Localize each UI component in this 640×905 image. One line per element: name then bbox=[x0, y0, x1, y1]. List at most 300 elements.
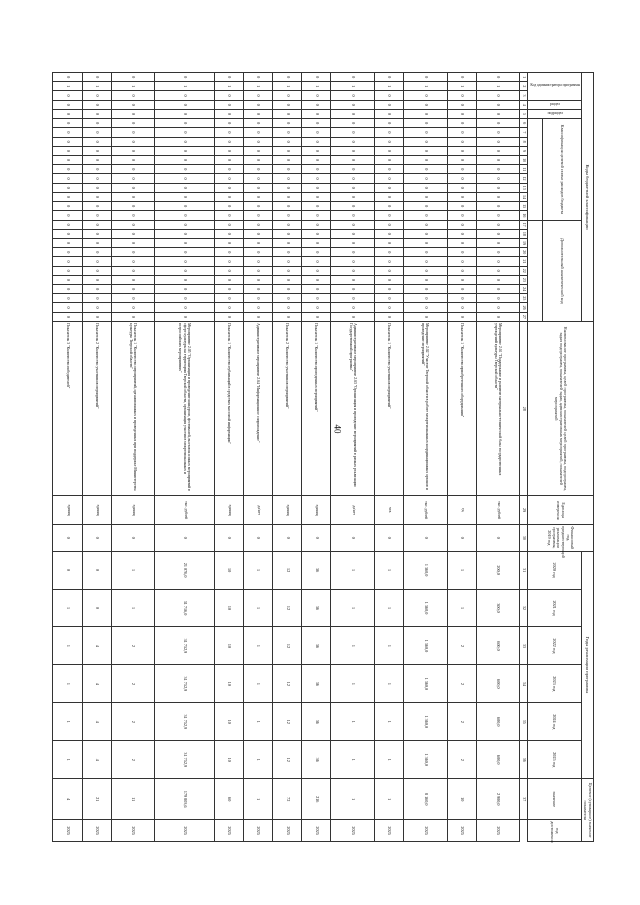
page-number: 40 bbox=[332, 424, 343, 434]
code-cell: 0 bbox=[374, 174, 403, 183]
code-cell: 1 bbox=[214, 82, 243, 91]
code-cell: 0 bbox=[214, 73, 243, 82]
code-cell: 0 bbox=[476, 183, 519, 192]
code-cell: 0 bbox=[111, 119, 154, 128]
target-year-header: год достижения bbox=[527, 820, 581, 842]
code-cell: 0 bbox=[243, 312, 272, 321]
code-cell: 0 bbox=[155, 192, 214, 201]
code-cell: 0 bbox=[155, 285, 214, 294]
year-value-cell: 1 bbox=[243, 551, 272, 589]
year-2023-header: 2023 год bbox=[527, 665, 581, 703]
code-cell: 0 bbox=[214, 220, 243, 229]
year-value-cell: 1 bbox=[331, 665, 374, 703]
unit-cell: единиц bbox=[111, 496, 154, 525]
code-cell: 0 bbox=[476, 174, 519, 183]
code-cell: 0 bbox=[302, 294, 331, 303]
code-cell: 0 bbox=[302, 303, 331, 312]
code-cell: 0 bbox=[155, 257, 214, 266]
code-cell: 0 bbox=[476, 229, 519, 238]
code-cell: 0 bbox=[374, 155, 403, 164]
year-2022-header: 2022 год bbox=[527, 627, 581, 665]
code-cell: 0 bbox=[214, 109, 243, 118]
target-year-cell: 2025 bbox=[111, 820, 154, 842]
unit-cell: да/нет bbox=[331, 496, 374, 525]
code-cell: 0 bbox=[155, 109, 214, 118]
code-cell: 0 bbox=[243, 275, 272, 284]
code-cell: 0 bbox=[476, 202, 519, 211]
target-year-cell: 2025 bbox=[214, 820, 243, 842]
unit-cell: тыс. рублей bbox=[404, 496, 447, 525]
column-number-cell: 29 bbox=[520, 496, 527, 525]
code-cell: 0 bbox=[53, 220, 82, 229]
target-value-cell: 4 bbox=[53, 779, 82, 820]
unit-cell: да/нет bbox=[243, 496, 272, 525]
section-header: раздел bbox=[527, 100, 581, 109]
code-cell: 0 bbox=[111, 303, 154, 312]
code-cell: 0 bbox=[331, 146, 374, 155]
code-cell: 0 bbox=[476, 275, 519, 284]
code-cell: 1 bbox=[404, 82, 447, 91]
code-cell: 0 bbox=[214, 128, 243, 137]
code-cell: 0 bbox=[214, 229, 243, 238]
code-cell: 0 bbox=[273, 220, 302, 229]
code-cell: 0 bbox=[243, 294, 272, 303]
code-cell: 0 bbox=[374, 202, 403, 211]
code-cell: 0 bbox=[374, 73, 403, 82]
code-cell: 0 bbox=[273, 165, 302, 174]
code-cell: 0 bbox=[476, 146, 519, 155]
document-scan bbox=[65, 72, 594, 843]
code-cell: 0 bbox=[374, 165, 403, 174]
year-value-cell: 36 bbox=[302, 589, 331, 627]
code-cell: 1 bbox=[302, 82, 331, 91]
code-cell: 0 bbox=[447, 266, 476, 275]
code-cell: 0 bbox=[476, 91, 519, 100]
code-cell: 0 bbox=[476, 192, 519, 201]
target-year-cell: 2025 bbox=[273, 820, 302, 842]
year-value-cell: 36 bbox=[302, 551, 331, 589]
year-value-cell: 4 bbox=[82, 703, 111, 741]
code-cell: 0 bbox=[82, 165, 111, 174]
column-number-cell: 34 bbox=[520, 665, 527, 703]
table-row bbox=[82, 73, 111, 842]
code-cell: 0 bbox=[111, 155, 154, 164]
code-cell: 0 bbox=[82, 285, 111, 294]
code-cell: 0 bbox=[331, 202, 374, 211]
code-cell: 0 bbox=[302, 275, 331, 284]
year-value-cell: 1 bbox=[374, 589, 403, 627]
table-row bbox=[476, 73, 519, 842]
row-name-cell: Показатель 1 "Количество мероприятий, организованных и проведенных при поддержке Министерства культуры Тверской области" bbox=[111, 322, 154, 496]
code-cell: 0 bbox=[155, 183, 214, 192]
unit-cell: единиц bbox=[214, 496, 243, 525]
code-cell: 0 bbox=[447, 91, 476, 100]
code-cell: 0 bbox=[374, 257, 403, 266]
table-row bbox=[447, 73, 476, 842]
code-cell: 0 bbox=[273, 100, 302, 109]
year-value-cell: 1 bbox=[243, 627, 272, 665]
year-value-cell: 1 bbox=[243, 741, 272, 779]
table-row bbox=[214, 73, 243, 842]
code-cell: 0 bbox=[53, 183, 82, 192]
code-cell: 0 bbox=[302, 100, 331, 109]
code-cell: 0 bbox=[243, 128, 272, 137]
code-cell: 0 bbox=[273, 91, 302, 100]
code-cell: 0 bbox=[302, 183, 331, 192]
code-cell: 0 bbox=[82, 303, 111, 312]
code-cell: 0 bbox=[111, 211, 154, 220]
row-name-cell: Административное мероприятие 2.03 "Организация и проведение мероприятий в рамках реализации Государственной программы" bbox=[331, 322, 374, 496]
code-cell: 0 bbox=[155, 229, 214, 238]
code-cell: 1 bbox=[53, 82, 82, 91]
year-value-cell: 12 bbox=[273, 551, 302, 589]
row-name-cell: Показатель 1 "Количество публикаций в средствах массовой информации" bbox=[214, 322, 243, 496]
code-cell: 0 bbox=[476, 257, 519, 266]
fin-year-cell: 0 bbox=[214, 525, 243, 552]
code-cell: 0 bbox=[447, 229, 476, 238]
code-cell: 0 bbox=[82, 294, 111, 303]
code-cell: 0 bbox=[273, 146, 302, 155]
fin-year-cell: 0 bbox=[302, 525, 331, 552]
column-number-cell: 18 bbox=[520, 229, 527, 238]
subsection-header: подраздел bbox=[527, 109, 581, 118]
code-cell: 0 bbox=[53, 285, 82, 294]
year-value-cell: 12 bbox=[273, 741, 302, 779]
column-number-cell: 15 bbox=[520, 202, 527, 211]
code-cell: 0 bbox=[82, 109, 111, 118]
fin-year-cell: 0 bbox=[374, 525, 403, 552]
column-number-cell: 19 bbox=[520, 238, 527, 247]
code-cell: 0 bbox=[331, 220, 374, 229]
code-cell: 0 bbox=[331, 229, 374, 238]
code-cell: 0 bbox=[374, 211, 403, 220]
unit-cell: единиц bbox=[302, 496, 331, 525]
code-cell: 0 bbox=[447, 192, 476, 201]
code-cell: 0 bbox=[53, 100, 82, 109]
year-value-cell: 300,0 bbox=[476, 589, 519, 627]
fin-year-cell: 0 bbox=[243, 525, 272, 552]
code-cell: 0 bbox=[447, 257, 476, 266]
table-row bbox=[302, 73, 331, 842]
target-year-cell: 2025 bbox=[476, 820, 519, 842]
code-cell: 0 bbox=[243, 202, 272, 211]
year-value-cell: 0 bbox=[82, 551, 111, 589]
year-value-cell: 1 bbox=[374, 665, 403, 703]
code-cell: 0 bbox=[374, 238, 403, 247]
year-value-cell: 10 bbox=[214, 627, 243, 665]
code-cell: 0 bbox=[273, 183, 302, 192]
code-cell: 0 bbox=[111, 100, 154, 109]
row-name-cell: Показатель 1 "Количество участников мероприятий" bbox=[374, 322, 403, 496]
year-value-cell: 2 bbox=[447, 741, 476, 779]
code-cell: 0 bbox=[214, 174, 243, 183]
code-cell: 0 bbox=[447, 285, 476, 294]
code-cell: 0 bbox=[447, 294, 476, 303]
code-cell: 0 bbox=[404, 220, 447, 229]
unit-cell: единиц bbox=[273, 496, 302, 525]
code-cell: 0 bbox=[155, 128, 214, 137]
column-number-cell: 25 bbox=[520, 294, 527, 303]
code-cell: 0 bbox=[82, 257, 111, 266]
code-cell: 0 bbox=[273, 73, 302, 82]
code-cell: 0 bbox=[243, 220, 272, 229]
year-value-cell: 1 bbox=[243, 703, 272, 741]
code-cell: 0 bbox=[447, 100, 476, 109]
code-cell: 0 bbox=[214, 100, 243, 109]
code-cell: 0 bbox=[331, 275, 374, 284]
year-value-cell: 2 bbox=[111, 703, 154, 741]
year-value-cell: 31 716,0 bbox=[155, 589, 214, 627]
code-cell: 0 bbox=[53, 266, 82, 275]
target-year-cell: 2025 bbox=[243, 820, 272, 842]
fin-year-cell: 0 bbox=[273, 525, 302, 552]
code-cell: 0 bbox=[273, 202, 302, 211]
code-cell: 0 bbox=[404, 275, 447, 284]
column-number-cell: 2 bbox=[520, 82, 527, 91]
code-cell: 0 bbox=[155, 155, 214, 164]
row-name-cell: Показатель 3 "Количество победителей" bbox=[53, 322, 82, 496]
year-value-cell: 1 360,0 bbox=[404, 665, 447, 703]
column-number-cell: 35 bbox=[520, 703, 527, 741]
target-year-cell: 2025 bbox=[302, 820, 331, 842]
code-cell: 0 bbox=[404, 137, 447, 146]
code-cell: 0 bbox=[476, 128, 519, 137]
target-group-header: Целевое (суммарное) значение показателя bbox=[581, 779, 593, 842]
code-cell: 0 bbox=[302, 91, 331, 100]
code-cell: 0 bbox=[214, 294, 243, 303]
code-cell: 0 bbox=[53, 119, 82, 128]
code-cell: 0 bbox=[404, 312, 447, 321]
code-cell: 0 bbox=[111, 248, 154, 257]
code-cell: 0 bbox=[53, 312, 82, 321]
code-cell: 0 bbox=[404, 229, 447, 238]
code-cell: 0 bbox=[155, 137, 214, 146]
target-value-cell: 60 bbox=[214, 779, 243, 820]
target-year-cell: 2025 bbox=[331, 820, 374, 842]
code-cell: 0 bbox=[374, 146, 403, 155]
code-cell: 0 bbox=[155, 312, 214, 321]
column-number-cell: 28 bbox=[520, 322, 527, 496]
code-cell: 0 bbox=[82, 137, 111, 146]
year-value-cell: 1 bbox=[447, 589, 476, 627]
target-value-cell: 72 bbox=[273, 779, 302, 820]
code-cell: 0 bbox=[476, 294, 519, 303]
year-value-cell: 12 bbox=[273, 627, 302, 665]
code-cell: 0 bbox=[155, 238, 214, 247]
code-cell: 0 bbox=[111, 137, 154, 146]
target-value-header: значение bbox=[527, 779, 581, 820]
year-value-cell: 4 bbox=[82, 741, 111, 779]
code-cell: 0 bbox=[53, 192, 82, 201]
code-cell: 0 bbox=[273, 238, 302, 247]
code-cell: 0 bbox=[82, 312, 111, 321]
table-row bbox=[404, 73, 447, 842]
year-value-cell: 600,0 bbox=[476, 703, 519, 741]
code-cell: 0 bbox=[214, 91, 243, 100]
year-value-cell: 1 bbox=[111, 589, 154, 627]
year-value-cell: 1 bbox=[447, 551, 476, 589]
code-cell: 0 bbox=[331, 183, 374, 192]
program-table bbox=[52, 72, 594, 842]
column-number-cell: 8 bbox=[520, 137, 527, 146]
code-cell: 0 bbox=[111, 165, 154, 174]
code-cell: 0 bbox=[302, 146, 331, 155]
code-cell: 0 bbox=[331, 155, 374, 164]
code-cell: 0 bbox=[331, 248, 374, 257]
code-cell: 0 bbox=[331, 73, 374, 82]
code-cell: 0 bbox=[447, 248, 476, 257]
year-value-cell: 10 bbox=[214, 703, 243, 741]
code-cell: 0 bbox=[404, 155, 447, 164]
code-cell: 0 bbox=[302, 220, 331, 229]
code-cell: 0 bbox=[273, 192, 302, 201]
code-cell: 0 bbox=[273, 275, 302, 284]
code-cell: 0 bbox=[53, 211, 82, 220]
years-group-header: Годы реализации программы bbox=[581, 551, 593, 779]
year-value-cell: 1 bbox=[331, 589, 374, 627]
code-cell: 0 bbox=[243, 165, 272, 174]
year-value-cell: 31 752,9 bbox=[155, 703, 214, 741]
admin-code-header: Код администратора программы bbox=[527, 73, 581, 101]
year-value-cell: 1 bbox=[331, 703, 374, 741]
code-cell: 1 bbox=[111, 82, 154, 91]
code-cell: 0 bbox=[476, 165, 519, 174]
year-value-cell: 2 bbox=[111, 665, 154, 703]
name-column-header: Наименование программы, целей программы, показателей целей программы, подпрограмм, задач подпрограмм, показателей задач, административных мероприятий, показателей мероприятий bbox=[527, 322, 593, 496]
year-value-cell: 1 360,0 bbox=[404, 627, 447, 665]
fin-year-cell: 0 bbox=[82, 525, 111, 552]
target-value-cell: 11 bbox=[111, 779, 154, 820]
code-cell: 0 bbox=[302, 229, 331, 238]
code-cell: 0 bbox=[214, 257, 243, 266]
code-cell: 1 bbox=[331, 82, 374, 91]
target-year-cell: 2025 bbox=[447, 820, 476, 842]
code-cell: 0 bbox=[476, 312, 519, 321]
target-value-cell: 21 bbox=[82, 779, 111, 820]
year-value-cell: 1 360,0 bbox=[404, 551, 447, 589]
code-cell: 0 bbox=[111, 285, 154, 294]
code-cell: 0 bbox=[243, 266, 272, 275]
code-cell: 0 bbox=[447, 109, 476, 118]
code-cell: 0 bbox=[155, 303, 214, 312]
code-cell: 0 bbox=[302, 109, 331, 118]
code-cell: 0 bbox=[111, 257, 154, 266]
code-cell: 0 bbox=[214, 275, 243, 284]
code-cell: 0 bbox=[243, 100, 272, 109]
code-cell: 0 bbox=[331, 109, 374, 118]
year-value-cell: 600,0 bbox=[476, 741, 519, 779]
target-value-cell: 1 bbox=[243, 779, 272, 820]
code-cell: 0 bbox=[155, 146, 214, 155]
code-cell: 0 bbox=[374, 100, 403, 109]
code-cell: 0 bbox=[302, 248, 331, 257]
code-cell: 0 bbox=[243, 109, 272, 118]
code-cell: 0 bbox=[243, 229, 272, 238]
code-cell: 0 bbox=[155, 248, 214, 257]
year-2020-header: 2020 год bbox=[527, 551, 581, 589]
code-cell: 0 bbox=[404, 146, 447, 155]
code-cell: 0 bbox=[447, 155, 476, 164]
code-cell: 0 bbox=[447, 137, 476, 146]
year-value-cell: 2 bbox=[447, 627, 476, 665]
column-number-cell: 30 bbox=[520, 525, 527, 552]
code-cell: 0 bbox=[273, 303, 302, 312]
row-name-cell: Показатель 1 "Количество проведенных мероприятий" bbox=[302, 322, 331, 496]
table-row bbox=[155, 73, 214, 842]
code-cell: 0 bbox=[82, 174, 111, 183]
code-cell: 0 bbox=[82, 211, 111, 220]
code-cell: 0 bbox=[374, 248, 403, 257]
code-cell: 0 bbox=[82, 275, 111, 284]
row-name-cell: Мероприятие 2.05 "Организация и проведение конкурсов, фестивалей, выставок и иных мероприятий в сфере культуры на территории Тверской области, организация участия в межрегиональных и всероссийских мероприятиях" bbox=[155, 322, 214, 496]
code-cell: 0 bbox=[82, 73, 111, 82]
code-cell: 0 bbox=[53, 91, 82, 100]
code-cell: 0 bbox=[476, 155, 519, 164]
code-cell: 0 bbox=[155, 91, 214, 100]
code-cell: 1 bbox=[273, 82, 302, 91]
column-number-row bbox=[520, 73, 527, 842]
fin-year-cell: 0 bbox=[53, 525, 82, 552]
row-name-cell: Мероприятие 2.02 "Участие Тверской области в работе межрегиональных координационных органов и проведение мероприятий" bbox=[404, 322, 447, 496]
code-cell: 0 bbox=[404, 128, 447, 137]
code-cell: 0 bbox=[476, 266, 519, 275]
code-cell: 0 bbox=[155, 275, 214, 284]
code-cell: 0 bbox=[243, 119, 272, 128]
code-cell: 0 bbox=[302, 266, 331, 275]
code-cell: 0 bbox=[82, 146, 111, 155]
code-cell: 0 bbox=[447, 146, 476, 155]
code-cell: 0 bbox=[331, 119, 374, 128]
unit-cell: ед. bbox=[447, 496, 476, 525]
code-cell: 0 bbox=[331, 257, 374, 266]
code-cell: 0 bbox=[331, 174, 374, 183]
year-value-cell: 1 bbox=[53, 589, 82, 627]
code-cell: 0 bbox=[53, 257, 82, 266]
code-cell: 0 bbox=[155, 119, 214, 128]
code-cell: 0 bbox=[53, 238, 82, 247]
year-value-cell: 1 bbox=[331, 551, 374, 589]
code-cell: 0 bbox=[243, 211, 272, 220]
year-value-cell: 2 bbox=[111, 741, 154, 779]
row-name-cell: Мероприятие 2.01 "Поддержание и развитие материально-технической базы государственных учреждений культуры Тверской области" bbox=[476, 322, 519, 496]
column-number-cell: 24 bbox=[520, 285, 527, 294]
code-cell: 0 bbox=[476, 303, 519, 312]
code-cell: 0 bbox=[331, 100, 374, 109]
code-cell: 0 bbox=[447, 220, 476, 229]
year-value-cell: 1 bbox=[111, 551, 154, 589]
year-value-cell: 31 752,9 bbox=[155, 627, 214, 665]
code-cell: 0 bbox=[111, 109, 154, 118]
target-year-cell: 2025 bbox=[374, 820, 403, 842]
code-cell: 0 bbox=[404, 211, 447, 220]
code-cell: 0 bbox=[302, 312, 331, 321]
code-cell: 0 bbox=[476, 285, 519, 294]
code-cell: 0 bbox=[476, 109, 519, 118]
column-number-cell: 32 bbox=[520, 589, 527, 627]
year-value-cell: 10 bbox=[214, 589, 243, 627]
code-cell: 0 bbox=[447, 202, 476, 211]
code-cell: 0 bbox=[331, 294, 374, 303]
code-cell: 0 bbox=[404, 257, 447, 266]
code-cell: 0 bbox=[82, 128, 111, 137]
year-value-cell: 10 bbox=[214, 741, 243, 779]
code-cell: 0 bbox=[214, 202, 243, 211]
target-value-cell: 2 900,0 bbox=[476, 779, 519, 820]
code-cell: 0 bbox=[374, 183, 403, 192]
code-cell: 0 bbox=[214, 238, 243, 247]
year-2025-header: 2025 год bbox=[527, 741, 581, 779]
code-cell: 0 bbox=[214, 303, 243, 312]
